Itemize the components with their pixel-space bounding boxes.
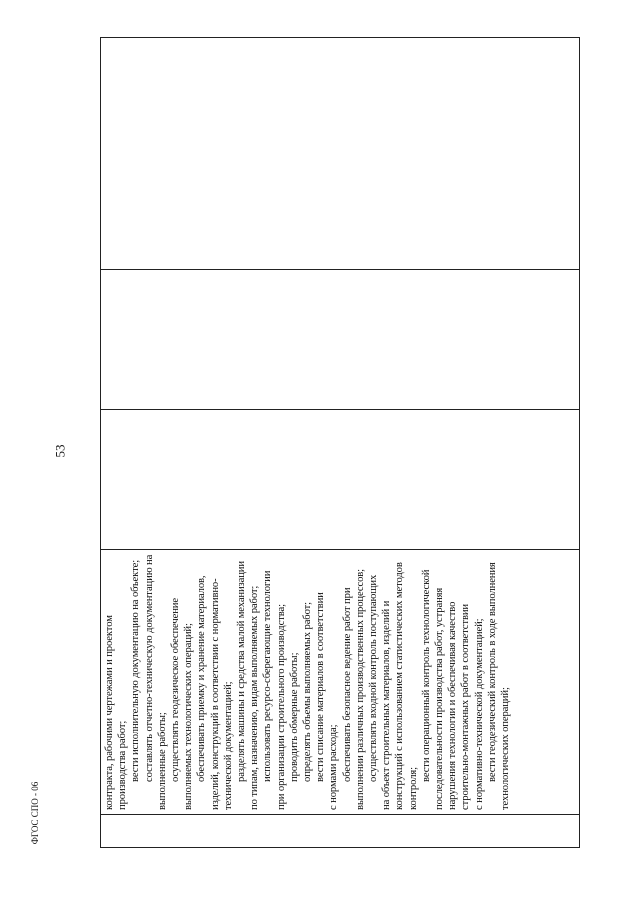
- text-line: контроля;: [407, 767, 419, 810]
- text-line: с нормативно-технической документацией;: [473, 618, 485, 810]
- text-line: по типам, назначению, видам выполняемых работ;: [249, 585, 261, 810]
- text-line: обеспечивать безопасное ведение работ при: [341, 587, 353, 782]
- empty-cell-discipline: [101, 270, 580, 410]
- text-line: вести геодезический контроль в ходе выполнения: [486, 562, 498, 782]
- text-line: последовательности производства работ, устраняя: [434, 587, 446, 810]
- footer-code: ФГОС СПО - 06: [30, 781, 41, 845]
- competency-table: [100, 37, 580, 848]
- text-line: выполненные работы;: [156, 712, 168, 810]
- text-line: вести операционный контроль технологической: [420, 569, 432, 782]
- text-line: нарушения технологии и обеспечивая качество: [447, 601, 459, 810]
- page-number: 53: [52, 444, 68, 458]
- text-line: осуществлять геодезическое обеспечение: [170, 598, 182, 782]
- text-line: выполнении различных производственных процессов;: [354, 568, 366, 810]
- text-line: конструкций с использованием статистических методов: [394, 562, 406, 810]
- text-line: контракта, рабочими чертежами и проектом: [104, 615, 115, 810]
- rotated-page: [100, 38, 580, 848]
- text-line: при организации строительного производства;: [275, 604, 287, 810]
- empty-cell-code: [101, 815, 580, 848]
- text-line: обеспечивать приемку и хранение материалов,: [196, 575, 208, 782]
- skills-text: [103, 554, 512, 810]
- text-line: изделий, конструкций в соответствии с нормативно-: [209, 578, 221, 810]
- text-line: на объект строительных материалов, изделий и: [381, 600, 393, 810]
- text-line: использовать ресурсо-сберегающие технологии: [262, 570, 274, 782]
- empty-cell-knowledge: [101, 410, 580, 550]
- text-line: определять объемы выполняемых работ;: [302, 601, 314, 782]
- text-line: вести списание материалов в соответствии: [315, 592, 327, 782]
- empty-cell-competencies: [101, 38, 580, 270]
- text-line: осуществлять входной контроль поступающих: [368, 574, 380, 782]
- text-line: разделять машины и средства малой механизации: [236, 561, 248, 782]
- text-line: технической документацией;: [222, 681, 234, 810]
- text-line: составлять отчетно-техническую документацию на: [143, 554, 155, 782]
- text-line: технологических операций;: [500, 687, 512, 810]
- text-line: строительно-монтажных работ в соответствии: [460, 604, 472, 810]
- skills-cell: [101, 550, 580, 815]
- table-row: [101, 38, 580, 848]
- text-line: проводить обмерные работы;: [288, 652, 300, 782]
- text-line: производства работ;: [117, 720, 129, 810]
- text-line: вести исполнительную документацию на объекте;: [130, 559, 142, 782]
- text-line: с нормами расхода;: [328, 724, 340, 810]
- text-line: выполняемых технологических операций;: [183, 623, 195, 810]
